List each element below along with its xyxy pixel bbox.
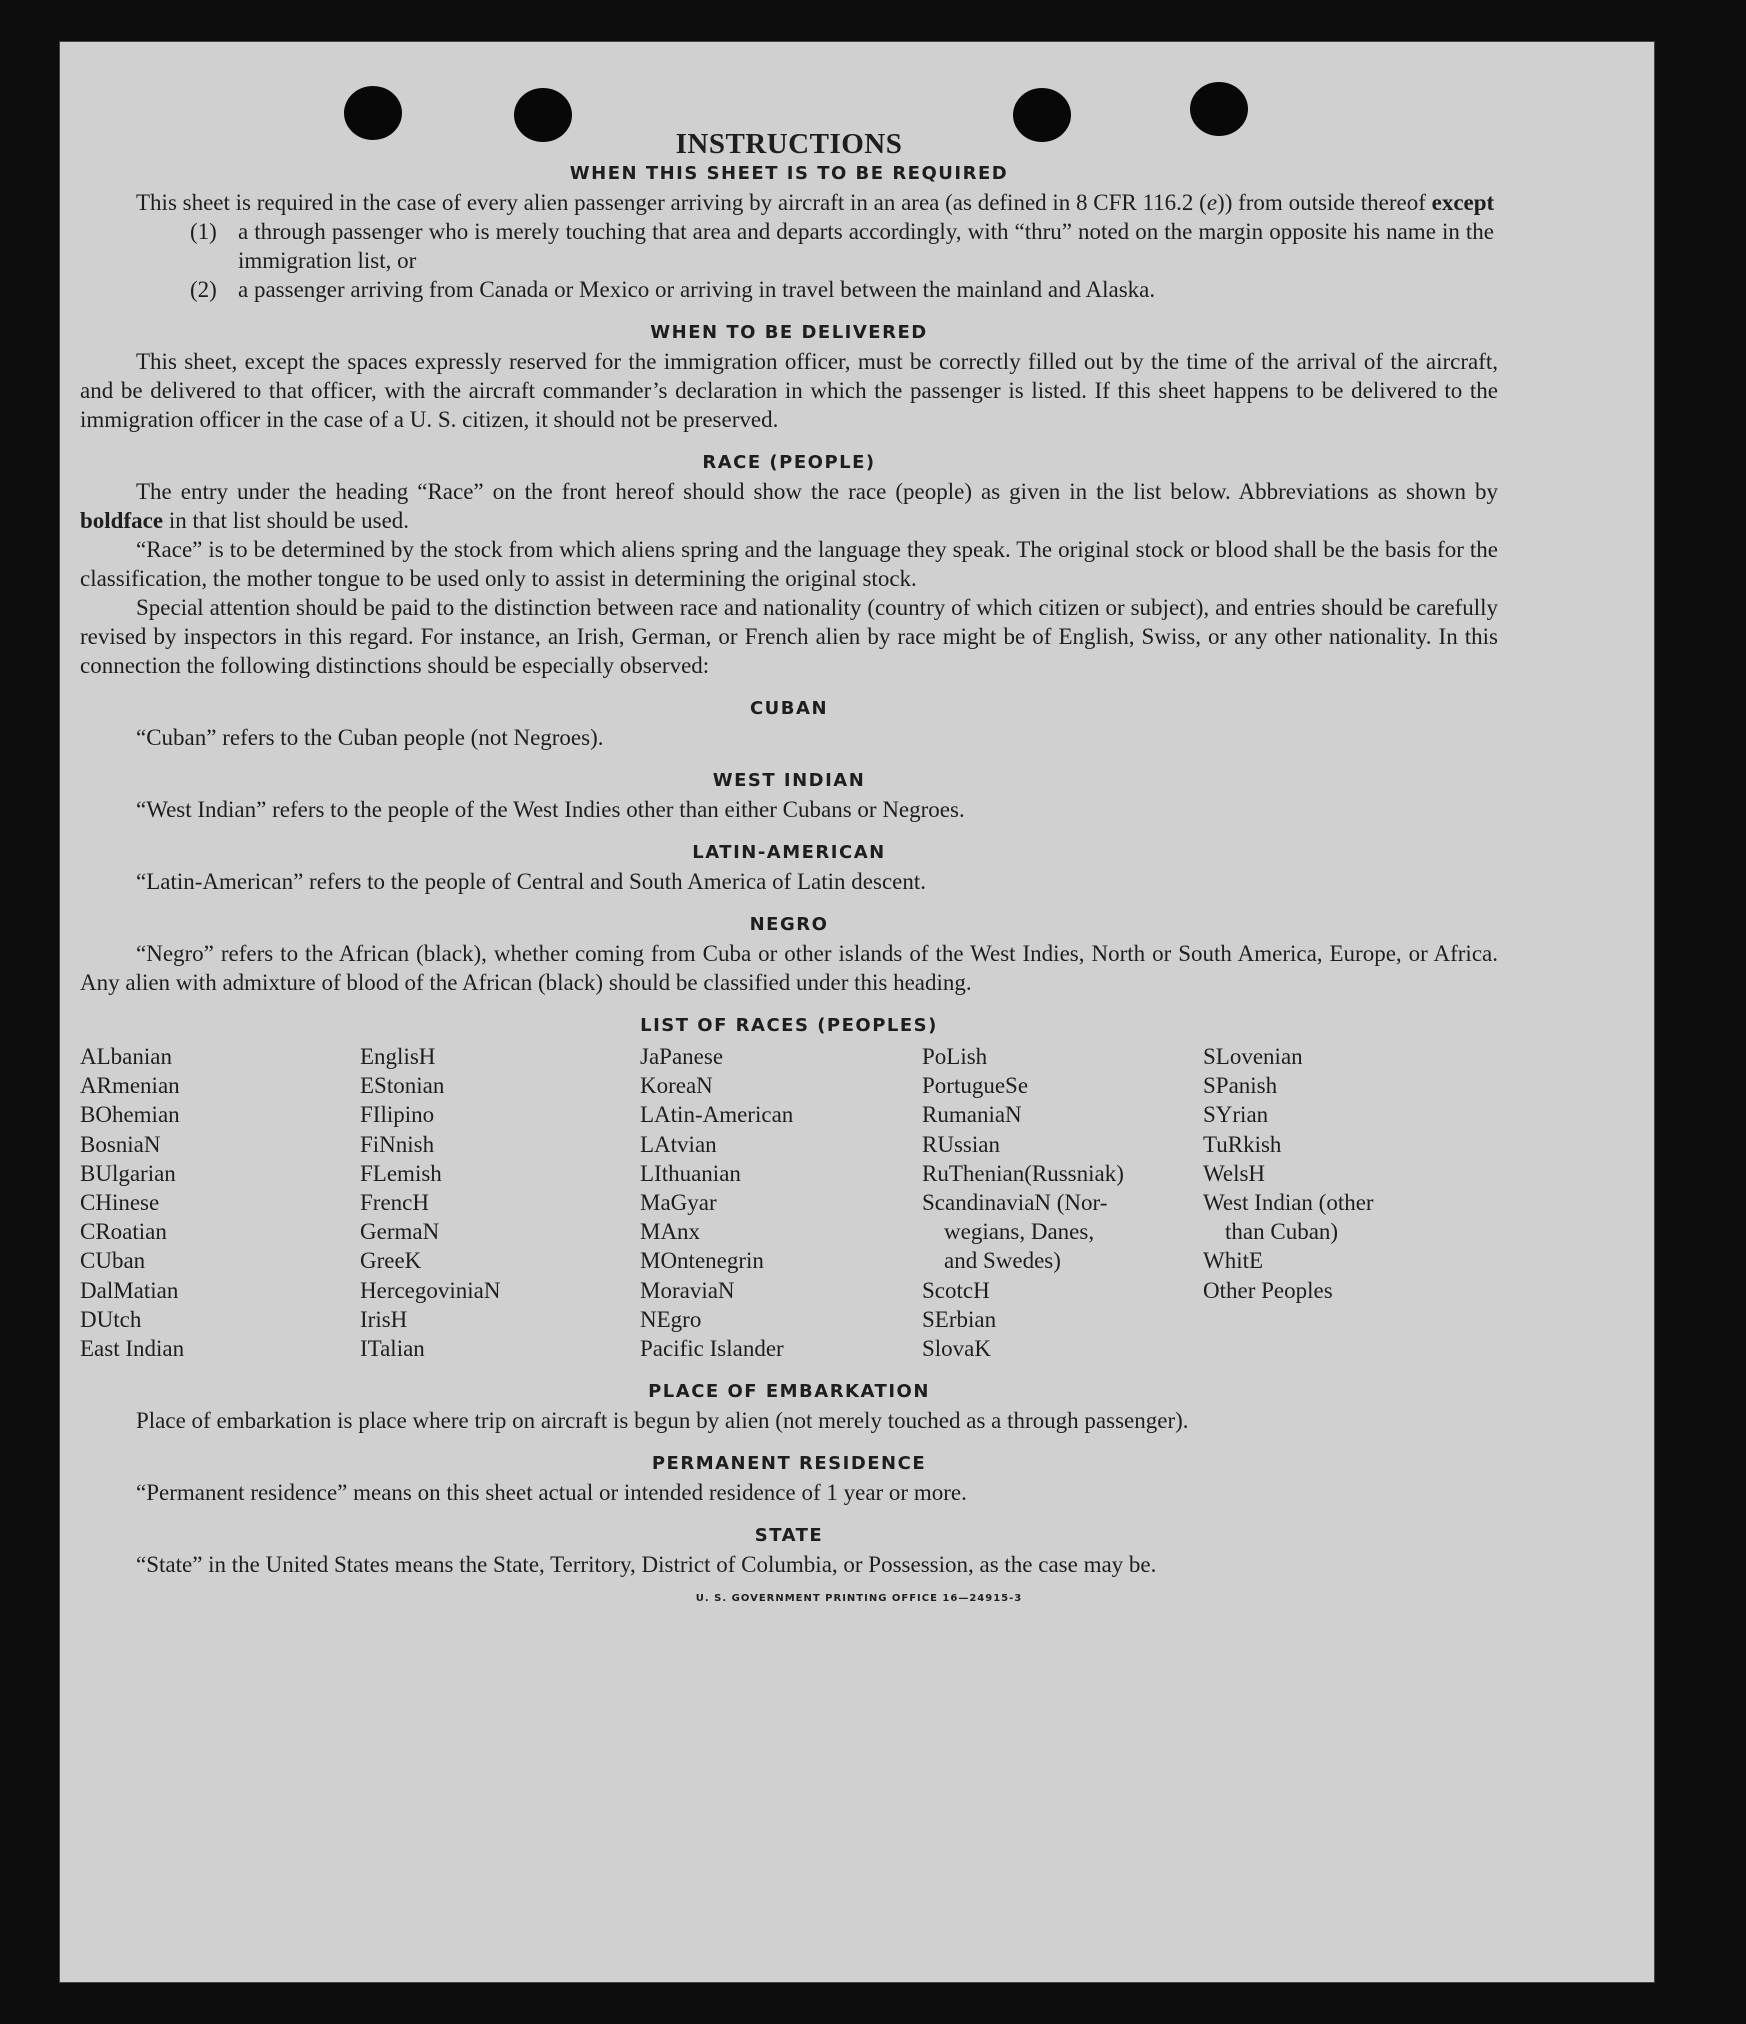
instructions-content [80,128,1498,1604]
race-entry: WhitE [1203,1248,1264,1274]
item-number: (2) [190,277,217,302]
heading-when-required: WHEN THIS SHEET IS TO BE REQUIRED [569,163,1009,184]
document-sheet [60,42,1654,1982]
race-paragraph-3: Special attention should be paid to the distinction between race and nationality (country of which citizen or subject), and entries should be carefully revised by inspectors in this regard. For instance, an Irish, German, or French alien by race might be of English, Swiss, or any other nationality. In this connection the following distinctions should be especially observed: [80,595,1498,678]
race-entry: ScotcH [922,1277,990,1303]
race-entry: SYrian [1203,1102,1269,1128]
heading-permanent-residence: PERMANENT RESIDENCE [651,1453,927,1475]
race-text: The entry under the heading “Race” on the front hereof should show the race (people) as given in the list below. Abbreviations as shown by [136,479,1498,504]
race-entry: MoraviaN [640,1277,735,1303]
race-entry: and Swedes) [944,1248,1061,1274]
race-entry: RumaniaN [922,1102,1022,1128]
race-entry: RUssian [922,1131,1000,1157]
race-entry: SLovenian [1203,1044,1303,1069]
race-entry: West Indian (other [1203,1190,1374,1216]
negro-text: “Negro” refers to the African (black), whether coming from Cuba or other islands of the West Indies, North or South America, Europe, or Africa. Any alien with admixture of blood of the African (black) should be classified under this heading. [80,941,1498,995]
race-entry: ALbanian [80,1044,172,1069]
west-indian-text: “West Indian” refers to the people of the West Indies other than either Cubans or Negroes. [136,797,965,822]
race-entry: ScandinaviaN (Nor- [922,1190,1108,1216]
race-entry: wegians, Danes, [944,1219,1095,1245]
heading-race: RACE (PEOPLE) [702,452,876,473]
races-list [80,1042,1498,1363]
race-paragraph-2: “Race” is to be determined by the stock from which aliens spring and the language they speak. The original stock or blood shall be the basis for the classification, the mother tongue to be used only to assist in determining the original stock. [80,537,1498,591]
intro-except: except [1431,190,1495,215]
race-entry: CHinese [80,1190,160,1216]
heading-list-of-races: LIST OF RACES (PEOPLES) [640,1015,938,1036]
race-entry: SErbian [922,1306,997,1332]
race-entry: LAtin-American [640,1102,794,1128]
race-entry: BosniaN [80,1131,161,1157]
race-entry: GreeK [360,1248,422,1274]
heading-negro: NEGRO [749,914,829,935]
embarkation-text: Place of embarkation is place where trip on aircraft is begun by alien (not merely touched as a through passenger). [136,1408,1189,1434]
item-text: a passenger arriving from Canada or Mexico or arriving in travel between the mainland and Alaska. [238,277,1156,302]
race-entry: JaPanese [640,1044,724,1069]
race-entry: GermaN [360,1219,440,1245]
race-entry: Pacific Islander [640,1336,784,1362]
heading-when-delivered: WHEN TO BE DELIVERED [650,322,928,343]
heading-west-indian: WEST INDIAN [712,770,866,791]
race-entry: ITalian [360,1336,425,1362]
intro-e: e [1206,190,1218,215]
page-title: INSTRUCTIONS [675,128,903,160]
race-boldface: boldface [80,508,164,533]
race-entry: EStonian [360,1073,445,1099]
race-entry: WelsH [1203,1160,1266,1186]
exception-item [80,217,1498,275]
cuban-text: “Cuban” refers to the Cuban people (not Negroes). [136,725,604,750]
race-entry: Other Peoples [1203,1277,1333,1303]
race-entry: LAtvian [640,1131,717,1157]
race-entry: CRoatian [80,1219,167,1245]
race-entry: EnglisH [360,1044,436,1069]
race-entry: PoLish [922,1044,988,1069]
races-column [360,1042,640,1363]
race-entry: PortugueSe [922,1073,1029,1099]
race-entry: FrencH [360,1190,429,1216]
item-text: a through passenger who is merely touching that area and departs accordingly, with “thru” noted on the margin opposite his name in the immigration list, or [238,219,1494,273]
heading-embarkation: PLACE OF EMBARKATION [648,1381,930,1403]
intro-text: This sheet is required in the case of every alien passenger arriving by aircraft in an area (as defined in 8 CFR 116.2 ( [136,190,1207,215]
race-entry: BOhemian [80,1102,180,1128]
race-entry: CUban [80,1248,146,1274]
when-required-intro [80,188,1498,217]
when-delivered-text: This sheet, except the spaces expressly reserved for the immigration officer, must be correctly filled out by the time of the arrival of the aircraft, and be delivered to that officer, with the aircraft commander’s declaration in which the passenger is listed. If this sheet happens to be delivered to the immigration officer in the case of a U. S. citizen, it should not be preserved. [80,349,1498,432]
races-column [80,1042,360,1363]
race-entry: TuRkish [1203,1131,1282,1157]
race-entry: East Indian [80,1336,185,1362]
race-entry: BUlgarian [80,1160,176,1186]
race-entry: DalMatian [80,1277,179,1303]
race-entry: LIthuanian [640,1160,741,1186]
race-entry: FLemish [360,1160,442,1186]
races-column [640,1042,922,1363]
intro-text: )) from outside thereof [1217,190,1432,215]
race-entry: DUtch [80,1306,142,1332]
race-entry: than Cuban) [1225,1219,1339,1245]
heading-latin-american: LATIN-AMERICAN [692,842,886,863]
races-column [1203,1042,1498,1363]
race-entry: SPanish [1203,1073,1278,1099]
heading-state: STATE [754,1525,824,1547]
race-entry: MaGyar [640,1190,717,1216]
race-entry: ARmenian [80,1073,180,1099]
races-column [922,1042,1203,1363]
latin-american-text: “Latin-American” refers to the people of Central and South America of Latin descent. [136,869,926,894]
race-entry: NEgro [640,1306,702,1332]
race-entry: MAnx [640,1219,701,1245]
race-paragraph-1 [80,477,1498,535]
state-text: “State” in the United States means the State, Territory, District of Columbia, or Possession, as the case may be. [136,1552,1157,1578]
race-entry: MOntenegrin [640,1248,764,1274]
race-entry: KoreaN [640,1073,713,1099]
exception-item [80,275,1498,304]
race-text: in that list should be used. [163,508,410,533]
residence-text: “Permanent residence” means on this sheet actual or intended residence of 1 year or more. [136,1480,967,1506]
race-entry: IrisH [360,1306,408,1332]
race-entry: FIlipino [360,1102,435,1128]
race-entry: SlovaK [922,1336,991,1362]
printing-office-footer: U. S. GOVERNMENT PRINTING OFFICE 16—24915-3 [695,1593,1023,1605]
race-entry: RuThenian(Russniak) [922,1160,1124,1186]
race-entry: HercegoviniaN [360,1277,501,1303]
item-number: (1) [190,219,217,244]
race-entry: FiNnish [360,1131,435,1157]
heading-cuban: CUBAN [749,698,829,719]
